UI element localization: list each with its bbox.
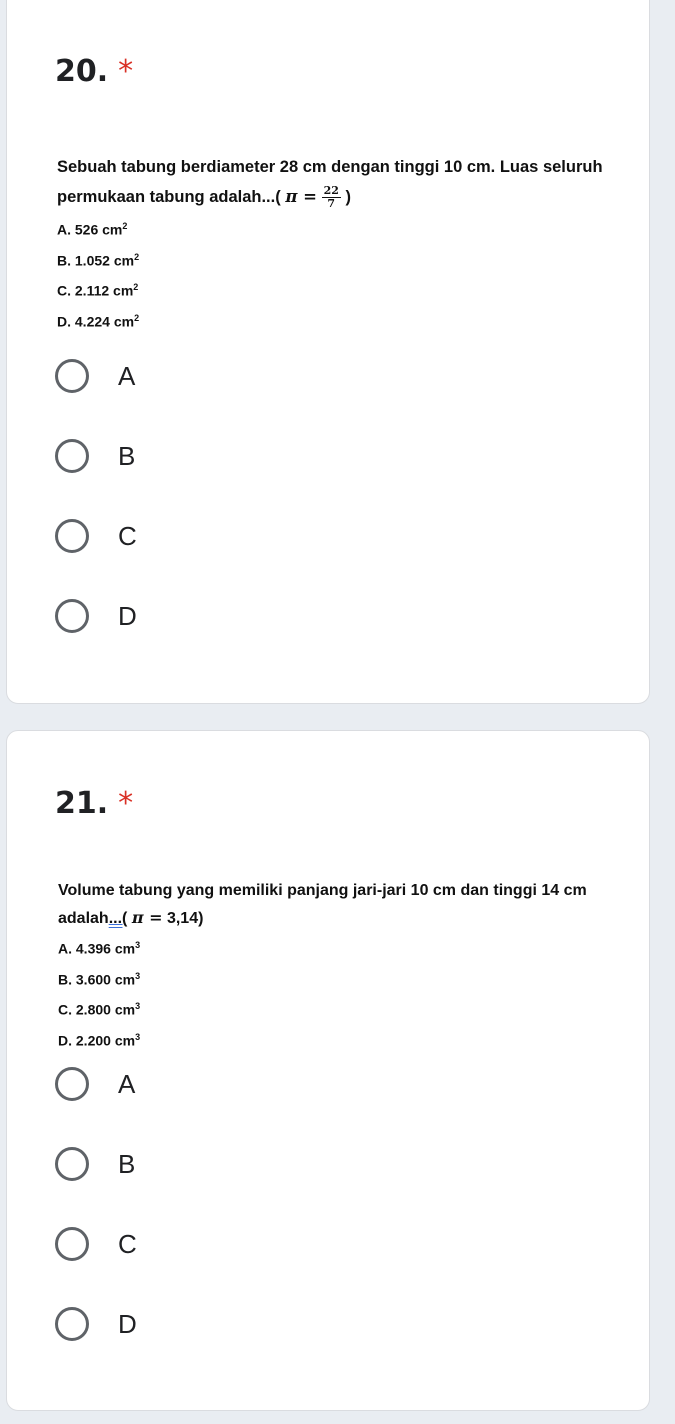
radio-circle-icon[interactable]: [55, 599, 89, 633]
radio-circle-icon[interactable]: [55, 1227, 89, 1261]
required-asterisk: *: [118, 786, 134, 821]
answer-choice: B. 1.052 $cm^2$: [57, 251, 140, 269]
answer-choice: A. 4.396 $cm^3$: [58, 940, 141, 957]
option-label: D: [118, 600, 137, 631]
radio-circle-icon[interactable]: [55, 1307, 89, 1341]
radio-option-c[interactable]: [55, 1224, 355, 1264]
option-label: A: [118, 360, 136, 391]
fraction-denominator: 7: [327, 197, 336, 211]
question-title: [55, 786, 133, 821]
stem-text: permukaan tabung adalah...(: [57, 188, 281, 206]
answer-choice: D. 2.200 $cm^3$: [58, 1031, 141, 1049]
radio-option-d[interactable]: [55, 596, 355, 636]
question-image: [57, 151, 617, 336]
radio-circle-icon[interactable]: [55, 359, 89, 393]
stem-text-end: ): [345, 188, 351, 206]
radio-circle-icon[interactable]: [55, 1067, 89, 1101]
pi-fraction: [322, 185, 341, 210]
question-stem-line-2: [58, 904, 618, 932]
radio-option-a[interactable]: [55, 356, 355, 396]
radio-option-a[interactable]: [55, 1064, 355, 1104]
pi-symbol: π =: [131, 908, 163, 927]
question-title: [55, 54, 133, 89]
radio-circle-icon[interactable]: [55, 439, 89, 473]
answer-choice: D. 4.224 $cm^2$: [57, 312, 140, 330]
question-card-20: [6, 0, 650, 704]
option-label: C: [118, 1228, 137, 1259]
question-number: 20.: [55, 54, 109, 89]
question-stem-line-1: Volume tabung yang memiliki panjang jari-jari 10 cm dan tinggi 14 cm: [58, 882, 587, 899]
required-asterisk: *: [118, 54, 134, 89]
answer-choice: A. 526 $cm^2$: [57, 221, 128, 238]
answer-choice: C. 2.112 $cm^2$: [57, 282, 139, 299]
stem-ellipsis: ...(: [108, 910, 128, 927]
question-stem-line-1: Sebuah tabung berdiameter 28 cm dengan tinggi 10 cm. Luas seluruh: [57, 158, 603, 176]
stem-text: adalah: [58, 910, 109, 927]
option-label: B: [118, 440, 136, 471]
radio-circle-icon[interactable]: [55, 1147, 89, 1181]
radio-option-d[interactable]: [55, 1304, 355, 1344]
answer-choice: B. 3.600 $cm^3$: [58, 970, 141, 988]
radio-option-c[interactable]: [55, 516, 355, 556]
answer-choice: C. 2.800 $cm^3$: [58, 1001, 141, 1018]
option-label: C: [118, 520, 137, 551]
radio-circle-icon[interactable]: [55, 519, 89, 553]
question-image: [58, 877, 618, 1055]
question-number: 21.: [55, 786, 109, 821]
question-stem-line-2: [57, 181, 617, 213]
pi-symbol: π =: [285, 187, 317, 206]
fraction-numerator: 22: [323, 184, 339, 198]
question-card-21: [6, 730, 650, 1411]
option-label: A: [118, 1068, 136, 1099]
option-label: D: [118, 1308, 137, 1339]
radio-option-b[interactable]: [55, 1144, 355, 1184]
option-label: B: [118, 1148, 136, 1179]
radio-option-b[interactable]: [55, 436, 355, 476]
pi-value: 3,14): [166, 910, 204, 927]
